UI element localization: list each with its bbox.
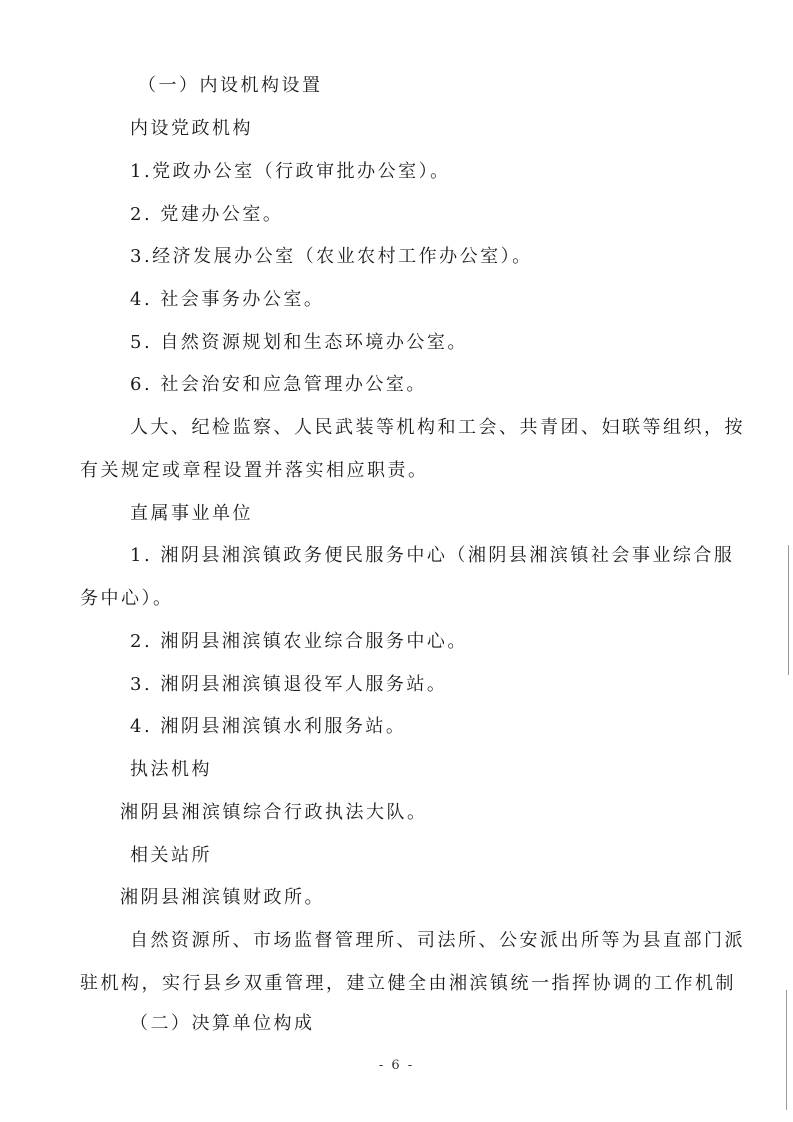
party-gov-heading: 内设党政机构 (130, 118, 253, 139)
party-gov-item-3: 3.经济发展办公室（农业农村工作办公室）。 (130, 246, 533, 267)
section1-heading: （一）内设机构设置 (138, 75, 323, 96)
scan-edge-mark (786, 990, 787, 1110)
affiliated-item-1-line-2: 务中心）。 (80, 588, 174, 609)
party-gov-item-4: 4. 社会事务办公室。 (130, 289, 325, 310)
affiliated-item-4: 4. 湘阴县湘滨镇水利服务站。 (130, 716, 407, 737)
stationed-line-2: 驻机构，实行县乡双重管理，建立健全由湘滨镇统一指挥协调的工作机制 (80, 973, 736, 994)
enforcement-item: 湘阴县湘滨镇综合行政执法大队。 (120, 802, 428, 823)
enforcement-heading: 执法机构 (130, 759, 212, 780)
affiliated-heading: 直属事业单位 (130, 503, 253, 524)
affiliated-item-3: 3. 湘阴县湘滨镇退役军人服务站。 (130, 674, 448, 695)
stations-heading: 相关站所 (130, 845, 212, 866)
party-gov-item-6: 6. 社会治安和应急管理办公室。 (130, 374, 427, 395)
other-orgs-line-1: 人大、纪检监察、人民武装等机构和工会、共青团、妇联等组织，按 (130, 417, 745, 438)
other-orgs-line-2: 有关规定或章程设置并落实相应职责。 (80, 460, 429, 481)
party-gov-item-1: 1.党政办公室（行政审批办公室）。 (130, 161, 451, 182)
scan-edge-mark (788, 545, 789, 675)
affiliated-item-1-line-1: 1. 湘阴县湘滨镇政务便民服务中心（湘阴县湘滨镇社会事业综合服 (130, 545, 735, 566)
page-number: - 6 - (378, 1058, 415, 1073)
stations-item: 湘阴县湘滨镇财政所。 (120, 887, 325, 908)
stationed-line-1: 自然资源所、市场监督管理所、司法所、公安派出所等为县直部门派 (130, 930, 745, 951)
section2-heading: （二）决算单位构成 (130, 1013, 315, 1034)
party-gov-item-5: 5. 自然资源规划和生态环境办公室。 (130, 332, 468, 353)
affiliated-item-2: 2. 湘阴县湘滨镇农业综合服务中心。 (130, 631, 468, 652)
party-gov-item-2: 2. 党建办公室。 (130, 204, 284, 225)
